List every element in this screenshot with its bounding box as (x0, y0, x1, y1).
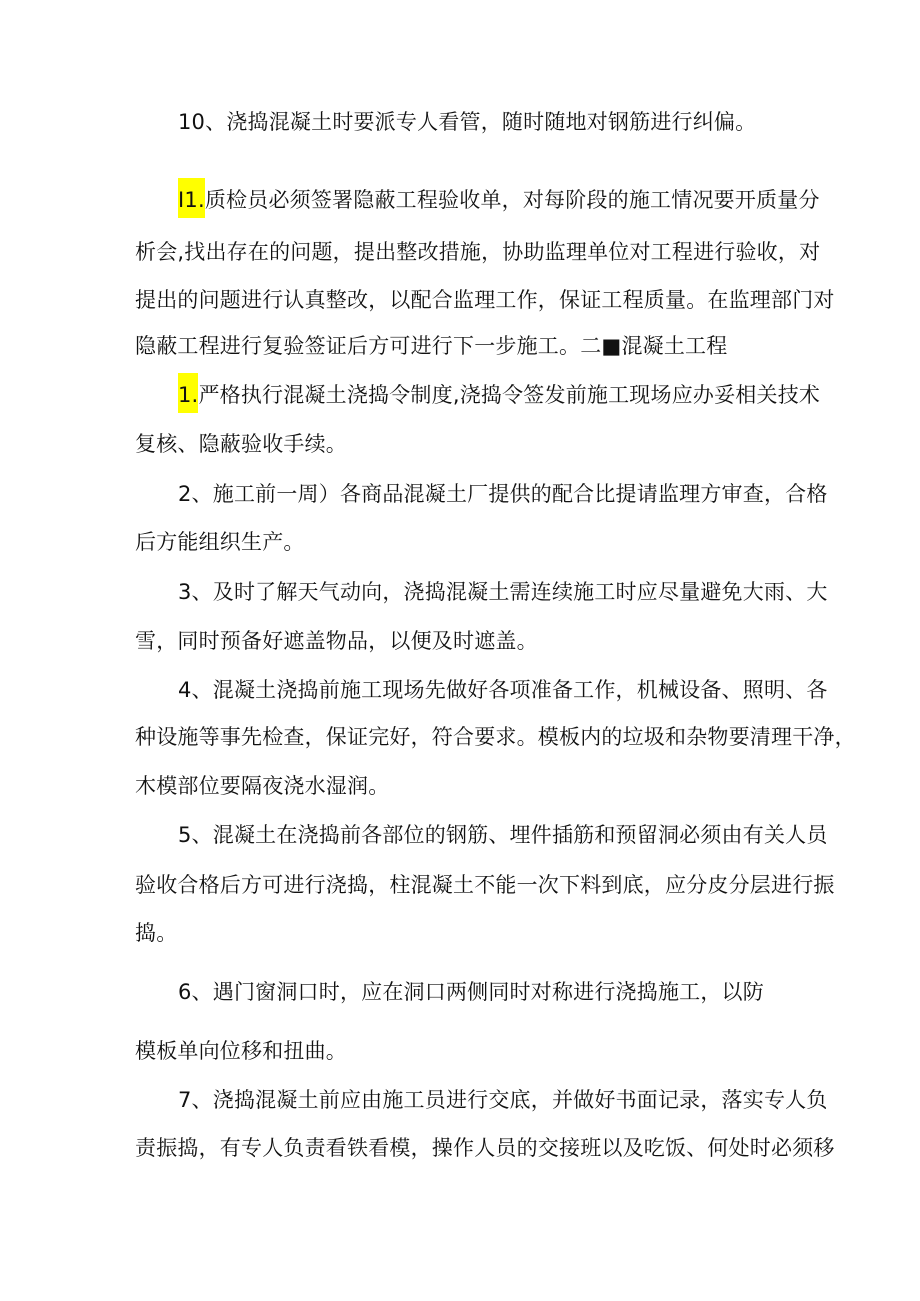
concrete-item-1-text-1: 严格执行混凝土浇捣令制度,浇捣令签发前施工现场应办妥相关技术 (198, 383, 821, 407)
concrete-item-4-line-3: 木模部位要隔夜浇水湿润。 (135, 774, 390, 798)
concrete-item-7-line-2: 责振捣，有专人负责看铁看模，操作人员的交接班以及吃饭、何处时必须移 (135, 1136, 835, 1160)
concrete-item-6-line-2: 模板单向位移和扭曲。 (135, 1039, 347, 1063)
concrete-item-3-line-1: 3、及时了解天气动向，浇捣混凝土需连续施工时应尽量避免大雨、大 (178, 580, 828, 604)
paragraph-11-line-3: 提出的问题进行认真整改，以配合监理工作，保证工程质量。在监理部门对 (135, 288, 835, 312)
concrete-item-2-line-2: 后方能组织生产。 (135, 530, 305, 554)
paragraph-11-line-4: 隐蔽工程进行复验签证后方可进行下一步施工。二■混凝土工程 (135, 334, 728, 358)
paragraph-11-line-1 (178, 185, 820, 215)
concrete-item-5-line-1: 5、混凝土在浇捣前各部位的钢筋、埋件插筋和预留洞必须由有关人员 (178, 823, 828, 847)
paragraph-11-line-2: 析会,找出存在的问题，提出整改措施，协助监理单位对工程进行验收，对 (135, 240, 821, 264)
concrete-item-2-line-1: 2、施工前一周）各商品混凝土厂提供的配合比提请监理方审查，合格 (178, 482, 828, 506)
paragraph-11-text-1: 质检员必须签署隐蔽工程验收单，对每阶段的施工情况要开质量分 (204, 188, 820, 212)
concrete-item-7-line-1: 7、浇捣混凝土前应由施工员进行交底，并做好书面记录，落实专人负 (178, 1088, 828, 1112)
concrete-item-5-line-2: 验收合格后方可进行浇捣，柱混凝土不能一次下料到底，应分皮分层进行振 (135, 873, 835, 897)
concrete-item-4-line-2: 种设施等事先检查，保证完好，符合要求。模板内的垃圾和杂物要清理干净， (135, 725, 856, 749)
concrete-item-4-line-1: 4、混凝土浇捣前施工现场先做好各项准备工作，机械设备、照明、各 (178, 678, 828, 702)
concrete-item-6-line-1: 6、遇门窗洞口时，应在洞口两侧同时对称进行浇捣施工，以防 (178, 980, 764, 1004)
highlight-marker-1: 1. (178, 373, 198, 413)
concrete-item-5-line-3: 捣。 (135, 921, 178, 945)
paragraph-10: 10、浇捣混凝土时要派专人看管，随时随地对钢筋进行纠偏。 (178, 110, 757, 134)
concrete-item-3-line-2: 雪，同时预备好遮盖物品，以便及时遮盖。 (135, 629, 538, 653)
concrete-item-1-line-1 (178, 380, 820, 410)
highlight-marker-11: I1. (178, 178, 205, 218)
concrete-item-1-line-2: 复核、隐蔽验收手续。 (135, 432, 347, 456)
